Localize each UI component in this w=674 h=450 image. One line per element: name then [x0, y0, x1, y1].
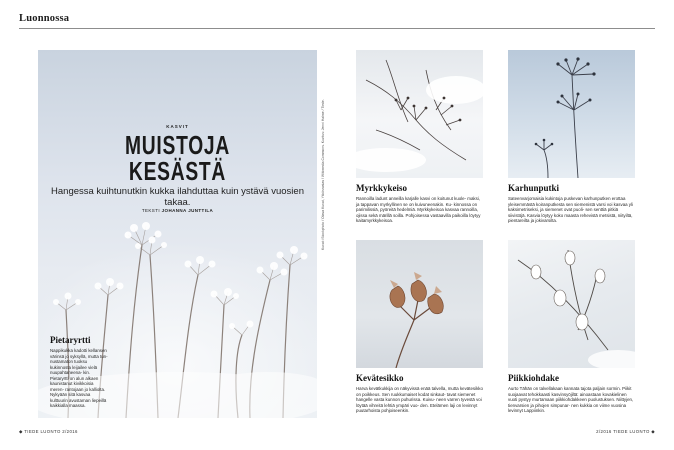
- byline-prefix: TEKSTI: [141, 208, 160, 213]
- caption-title: Karhunputki: [508, 183, 560, 193]
- header-rule: [19, 28, 655, 29]
- karhunputki-illustration: [508, 50, 635, 178]
- caption-karhunputki: [508, 183, 636, 224]
- caption-piikkiohdake: [508, 373, 636, 414]
- article-byline: [38, 208, 317, 213]
- byline-author: JOHANNA JUNTTILA: [161, 208, 214, 213]
- caption-kevatesikko: [356, 373, 484, 414]
- photo-kevatesikko: [356, 240, 483, 368]
- hero-caption-body: Nappikukka kadotti kellansen värinsä jo syksyllä, mutta tun- nustamaton tuoksu kukinnosta leijailee vielä nuupahtaneena- kin. Pietaryrtti on alun alkaen kaunistanut kivikkoisia meren- rantojaan jo kalliolta. Nykyään sitä kasvaa kulttuurin avustaman liepeillä kaikkialla maassa.: [50, 348, 108, 408]
- myrkkykeiso-illustration: [356, 50, 483, 178]
- hero-caption-title: Pietaryrtti: [50, 335, 91, 345]
- hero-photo: [38, 50, 317, 418]
- photo-karhunputki: [508, 50, 635, 178]
- caption-body: Rannoilla ladunt anneilla karjalle kasvi on koitunut kuole- maksi, ja tappavan myrkyllinen se on kuivuneenakin. Ku- kinnossa on parimilissiä, pyöreitä hedelmiä. Myrkkykeisoa kasvaa rannoilla, ojissa sekä märillä soilla. Pohjoisessa vastaavilla paikoilla löytyy kaitamyrkkykeisoa.: [356, 196, 481, 223]
- caption-body: Harva kevätkukkija on näkyvissä enää talvella, mutta kevätesikko on poikkeus. Sen ruukkumaiset kodat sinkaut- tavat siemenet hangelle vasta kunnon puhurissa. Kuivu- neen varren tyvestä voi löytää vihreitä lehtiä ympäri vuo- den. Etelämen laji on levinnyt puutarhoista pohjoiseenkin.: [356, 386, 483, 413]
- photo-myrkkykeiso: [356, 50, 483, 178]
- photo-credit: Kuvat: iStockphoto / Otava Kuvat, Ykkösrastas / Wikimedia Commons. Kuvitus: Jenni Halme / Tiede.: [321, 99, 325, 250]
- article-subtitle: Hangessa kuihtunutkin kukka ilahduttaa kuin ystävä vuosien takaa.: [51, 186, 304, 208]
- section-title: Luonnossa: [19, 13, 70, 24]
- caption-title: Piikkiohdake: [508, 373, 560, 383]
- photo-piikkiohdake: [508, 240, 635, 368]
- hero-caption: [50, 335, 108, 409]
- article-title: [74, 132, 280, 184]
- caption-body: Sateenvarjomaisia kukintoja puskevan karhunputken erottaa yleisemmästä koiranputkesta sen siemenistä varsi voi kasvaa yli kaksimetriseksi, ja siemenet ovat puoli- sen senttiä pitkiä siivistöjä. Kasvia löytyy koko maasta rehevistä metsistä, niityiltä, pientareilta ja jokivarsilta.: [508, 196, 633, 223]
- caption-title: Kevätesikko: [356, 373, 404, 383]
- caption-body: Aurto Tähän on talvellakaan kannata tajota paljain sormin. Piikit suojaavat tehokkaasti kasvinsyöjiltä: ainoastaan kovakielinen vuoti pystyy murtamaan piikkiohdakkeen puolustuksen. Niittyjen, tienvarsien ja pihojen simpunar- nen kukkia on viime vuosina levinnyt Lappiinkin.: [508, 386, 634, 413]
- caption-myrkkykeiso: [356, 183, 484, 224]
- piikkiohdake-illustration: [508, 240, 635, 368]
- article-title-line-1: MUISTOJA: [125, 130, 230, 160]
- article-title-line-2: KESÄSTÄ: [128, 156, 227, 186]
- article-kicker: KASVIT: [166, 124, 189, 129]
- footer-right: 2/2016 TIEDE LUONTO ◆: [596, 429, 655, 434]
- footer-left: ◆ TIEDE LUONTO 2/2016: [19, 429, 78, 434]
- caption-title: Myrkkykeiso: [356, 183, 408, 193]
- kevatesikko-illustration: [356, 240, 483, 368]
